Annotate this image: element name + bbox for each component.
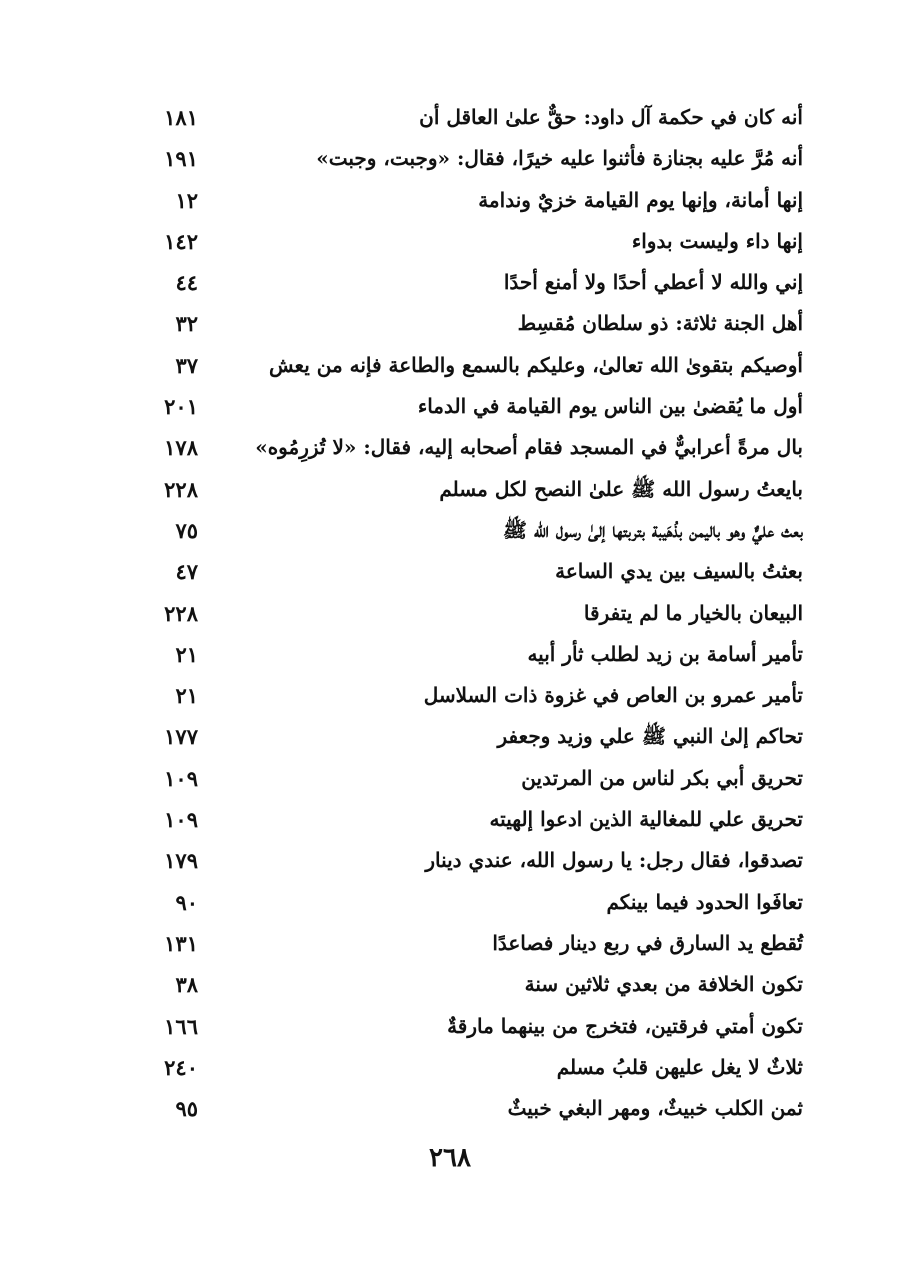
index-entry (0, 386, 900, 427)
entry-text: تحاكم إلىٰ النبي ﷺ علي وزيد وجعفر (497, 724, 803, 749)
entry-page-ref: ٧٥ (175, 517, 198, 543)
entry-page-ref: ١٠٩ (164, 807, 198, 833)
entry-page-ref: ٢٠١ (164, 394, 198, 420)
index-entry (0, 138, 900, 179)
entry-page-ref: ٩٥ (175, 1096, 198, 1122)
entry-page-ref: ١٣١ (164, 930, 198, 956)
hadith-index-list (0, 97, 900, 1129)
entry-text: ثلاثٌ لا يغل عليهن قلبُ مسلم (556, 1054, 803, 1079)
entry-page-ref: ١٧٧ (164, 724, 198, 750)
entry-page-ref: ١٧٨ (164, 435, 198, 461)
index-entry (0, 551, 900, 592)
entry-text: تحريق أبي بكر لناس من المرتدين (521, 765, 803, 790)
index-entry (0, 675, 900, 716)
index-entry (0, 345, 900, 386)
entry-page-ref: ١٤٢ (164, 228, 198, 254)
entry-text: تكون أمتي فرقتين، فتخرج من بينهما مارقةٌ (447, 1013, 803, 1038)
entry-page-ref: ٣٨ (175, 972, 198, 998)
entry-page-ref: ٩٠ (175, 889, 198, 915)
index-entry (0, 1006, 900, 1047)
entry-page-ref: ١٧٩ (164, 848, 198, 874)
entry-page-ref: ٣٧ (175, 352, 198, 378)
index-entry (0, 923, 900, 964)
entry-text: إنها داء وليست بدواء (631, 228, 803, 253)
entry-page-ref: ٢٢٨ (164, 476, 198, 502)
index-entry (0, 964, 900, 1005)
index-entry (0, 799, 900, 840)
entry-text: بال مرةً أعرابيٌّ في المسجد فقام أصحابه إليه، فقال: «لا تُزرِمُوه» (255, 435, 803, 460)
entry-text: أنه مُرَّ عليه بجنازة فأثنوا عليه خيرًا، فقال: «وجبت، وجبت» (316, 146, 803, 171)
entry-page-ref: ٢١ (175, 641, 198, 667)
index-entry (0, 758, 900, 799)
entry-page-ref: ٢٢٨ (164, 600, 198, 626)
index-entry (0, 593, 900, 634)
entry-text: إنها أمانة، وإنها يوم القيامة خزيٌ وندامة (478, 187, 803, 212)
entry-text: البيعان بالخيار ما لم يتفرقا (583, 600, 803, 625)
entry-text: تُقطع يد السارق في ربع دينار فصاعدًا (492, 930, 803, 955)
entry-text: أوصيكم بتقوىٰ الله تعالىٰ، وعليكم بالسمع والطاعة فإنه من يعش (269, 352, 803, 377)
entry-page-ref: ١٦٦ (164, 1013, 198, 1039)
entry-page-ref: ١٠٩ (164, 765, 198, 791)
index-entry (0, 303, 900, 344)
index-entry (0, 882, 900, 923)
entry-text: تعافَوا الحدود فيما بينكم (606, 889, 803, 914)
index-entry (0, 840, 900, 881)
entry-text: ثمن الكلب خبيثٌ، ومهر البغي خبيثٌ (507, 1096, 803, 1121)
entry-text: تأمير عمرو بن العاص في غزوة ذات السلاسل (423, 683, 803, 708)
index-entry (0, 262, 900, 303)
index-entry (0, 1047, 900, 1088)
entry-text: بايعتُ رسول الله ﷺ علىٰ النصح لكل مسلم (439, 476, 803, 501)
entry-page-ref: ٤٧ (175, 559, 198, 585)
entry-text: بعثتُ بالسيف بين يدي الساعة (555, 559, 803, 584)
entry-page-ref: ١٢ (175, 187, 198, 213)
entry-text: تكون الخلافة من بعدي ثلاثين سنة (524, 972, 803, 997)
entry-page-ref: ٢١ (175, 683, 198, 709)
page-number: ٢٦٨ (429, 1143, 471, 1173)
entry-page-ref: ٣٢ (175, 311, 198, 337)
entry-page-ref: ٢٤٠ (164, 1054, 198, 1080)
entry-text: إني والله لا أعطي أحدًا ولا أمنع أحدًا (503, 270, 803, 295)
index-entry (0, 716, 900, 757)
entry-page-ref: ٤٤ (175, 270, 198, 296)
index-entry (0, 1088, 900, 1129)
entry-text: أول ما يُقضىٰ بين الناس يوم القيامة في الدماء (417, 394, 803, 419)
index-entry (0, 180, 900, 221)
entry-text: تصدقوا، فقال رجل: يا رسول الله، عندي دينار (425, 848, 803, 873)
entry-text: أنه كان في حكمة آل داود: حقٌّ علىٰ العاقل أن (419, 105, 803, 129)
index-entry (0, 427, 900, 468)
entry-text: أهل الجنة ثلاثة: ذو سلطان مُقسِط (517, 311, 803, 336)
entry-text: تحريق علي للمغالية الذين ادعوا إلهيته (489, 807, 803, 832)
entry-text: تأمير أسامة بن زيد لطلب ثأر أبيه (527, 641, 803, 666)
index-entry (0, 634, 900, 675)
index-entry (0, 469, 900, 510)
entry-text: بعث عليٌّ وهو باليمن بذُهَيبة بتربتها إلىٰ رسول الله ﷺ (502, 517, 803, 542)
index-entry (0, 97, 900, 138)
entry-page-ref: ١٨١ (164, 105, 198, 130)
index-entry (0, 221, 900, 262)
index-entry (0, 510, 900, 551)
entry-page-ref: ١٩١ (164, 146, 198, 172)
